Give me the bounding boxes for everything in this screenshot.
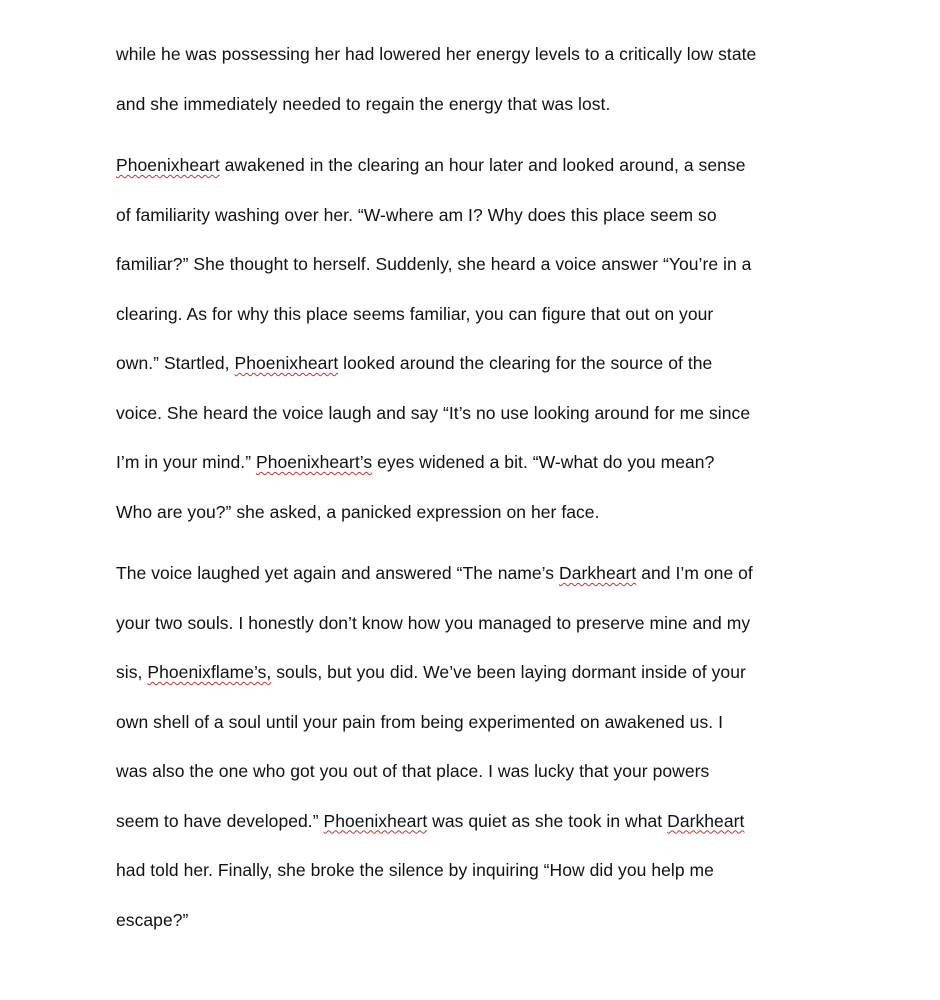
text-run: and she immediately needed to regain the energy that was lost. <box>116 93 611 114</box>
text-line <box>116 613 750 633</box>
text-line <box>116 94 610 114</box>
text-line <box>116 761 709 781</box>
spelling-flagged-word: Phoenixflame’s, <box>147 662 272 682</box>
spelling-flagged-word: Phoenixheart <box>323 810 428 831</box>
text-run: seem to have developed.” <box>116 810 324 831</box>
spelling-flagged-word: Phoenixheart <box>116 155 220 175</box>
text-run: of familiarity washing over her. “W-where am I? Why does this place seem so <box>116 204 717 225</box>
text-line <box>116 403 750 423</box>
text-line <box>116 304 713 324</box>
text-line <box>116 254 751 274</box>
text-run: The voice laughed yet again and answered “The name’s <box>116 563 560 583</box>
text-line <box>116 452 714 472</box>
text-run: own shell of a soul until your pain from being experimented on awakened us. I <box>116 711 723 732</box>
text-run: your two souls. I honestly don’t know how you managed to preserve mine and my <box>116 612 751 633</box>
text-run: looked around the clearing for the source of the <box>338 353 713 373</box>
spelling-flagged-word: Phoenixheart’s <box>256 452 373 472</box>
text-run: escape?” <box>116 909 189 930</box>
text-run: was quiet as she took in what <box>427 810 668 831</box>
text-run: souls, but you did. We’ve been laying dormant inside of your <box>271 662 746 682</box>
text-run: while he was possessing her had lowered her energy levels to a critically low state <box>116 44 757 64</box>
text-line <box>116 205 717 225</box>
text-line <box>116 860 714 880</box>
spelling-flagged-word: Darkheart <box>559 563 637 583</box>
spelling-flagged-word: Phoenixheart <box>234 353 339 373</box>
text-run: clearing. As for why this place seems familiar, you can figure that out on your <box>116 303 714 324</box>
text-run: was also the one who got you out of that place. I was lucky that your powers <box>116 761 710 781</box>
text-run: I’m in your mind.” <box>116 452 257 472</box>
text-line <box>116 44 756 64</box>
text-run: own.” Startled, <box>116 353 235 373</box>
text-run: sis, <box>116 662 148 682</box>
text-line <box>116 811 744 831</box>
spelling-flagged-word: Darkheart <box>667 810 745 831</box>
text-run: and I’m one of <box>636 563 753 583</box>
text-line <box>116 155 745 175</box>
text-run: voice. She heard the voice laugh and say “It’s no use looking around for me since <box>116 402 751 423</box>
text-run: eyes widened a bit. “W-what do you mean? <box>372 452 715 472</box>
text-line <box>116 563 753 583</box>
text-run: Who are you?” she asked, a panicked expression on her face. <box>116 501 600 522</box>
text-run: familiar?” She thought to herself. Suddenly, she heard a voice answer “You’re in a <box>116 254 752 274</box>
text-line <box>116 910 188 930</box>
text-line <box>116 662 746 682</box>
text-line <box>116 502 600 522</box>
text-run: had told her. Finally, she broke the silence by inquiring “How did you help me <box>116 860 714 880</box>
text-line <box>116 712 723 732</box>
text-run: awakened in the clearing an hour later and looked around, a sense <box>219 155 746 175</box>
text-line <box>116 353 712 373</box>
